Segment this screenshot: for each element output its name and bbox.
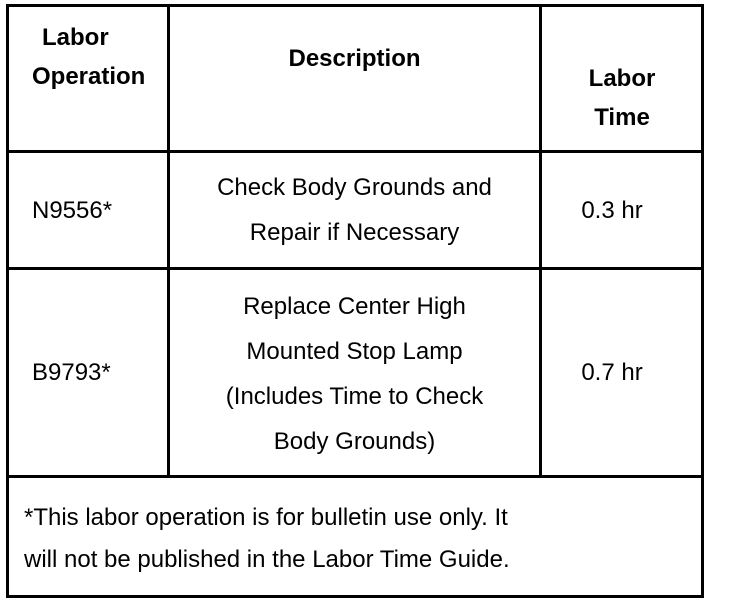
row2-operation (32, 270, 166, 475)
row1-operation-code: N9556* (32, 196, 113, 224)
row2-description-line1: Replace Center High (243, 293, 466, 320)
row1-description-line2: Repair if Necessary (249, 219, 460, 246)
row1-description-line1: Check Body Grounds and (217, 174, 492, 201)
header-labor-operation-line1: Labor (42, 24, 109, 51)
header-labor-time-line2: Time (594, 104, 650, 131)
header-labor-time (542, 57, 702, 139)
row-divider-2 (6, 475, 704, 478)
row2-description-line4: Body Grounds) (273, 428, 436, 455)
row2-time (542, 270, 682, 475)
row2-time-value: 0.7 hr (581, 359, 643, 386)
row1-description (170, 165, 539, 255)
header-labor-operation-line2: Operation (32, 63, 146, 90)
row1-time-value: 0.3 hr (581, 196, 643, 224)
header-description-label: Description (288, 44, 421, 72)
footnote-line2: will not be published in the Labor Time Guide. (24, 546, 510, 573)
header-labor-operation (26, 18, 166, 102)
row2-description-line2: Mounted Stop Lamp (246, 338, 463, 365)
header-labor-time-line1: Labor (588, 65, 656, 92)
footnote (24, 497, 684, 581)
row1-time (542, 153, 682, 267)
footnote-line1: *This labor operation is for bulletin use only. It (24, 504, 508, 531)
row1-operation (32, 153, 166, 267)
row2-operation-code: B9793* (32, 359, 111, 386)
row2-description (170, 284, 539, 464)
row2-description-line3: (Includes Time to Check (225, 383, 484, 410)
header-description (170, 38, 539, 78)
